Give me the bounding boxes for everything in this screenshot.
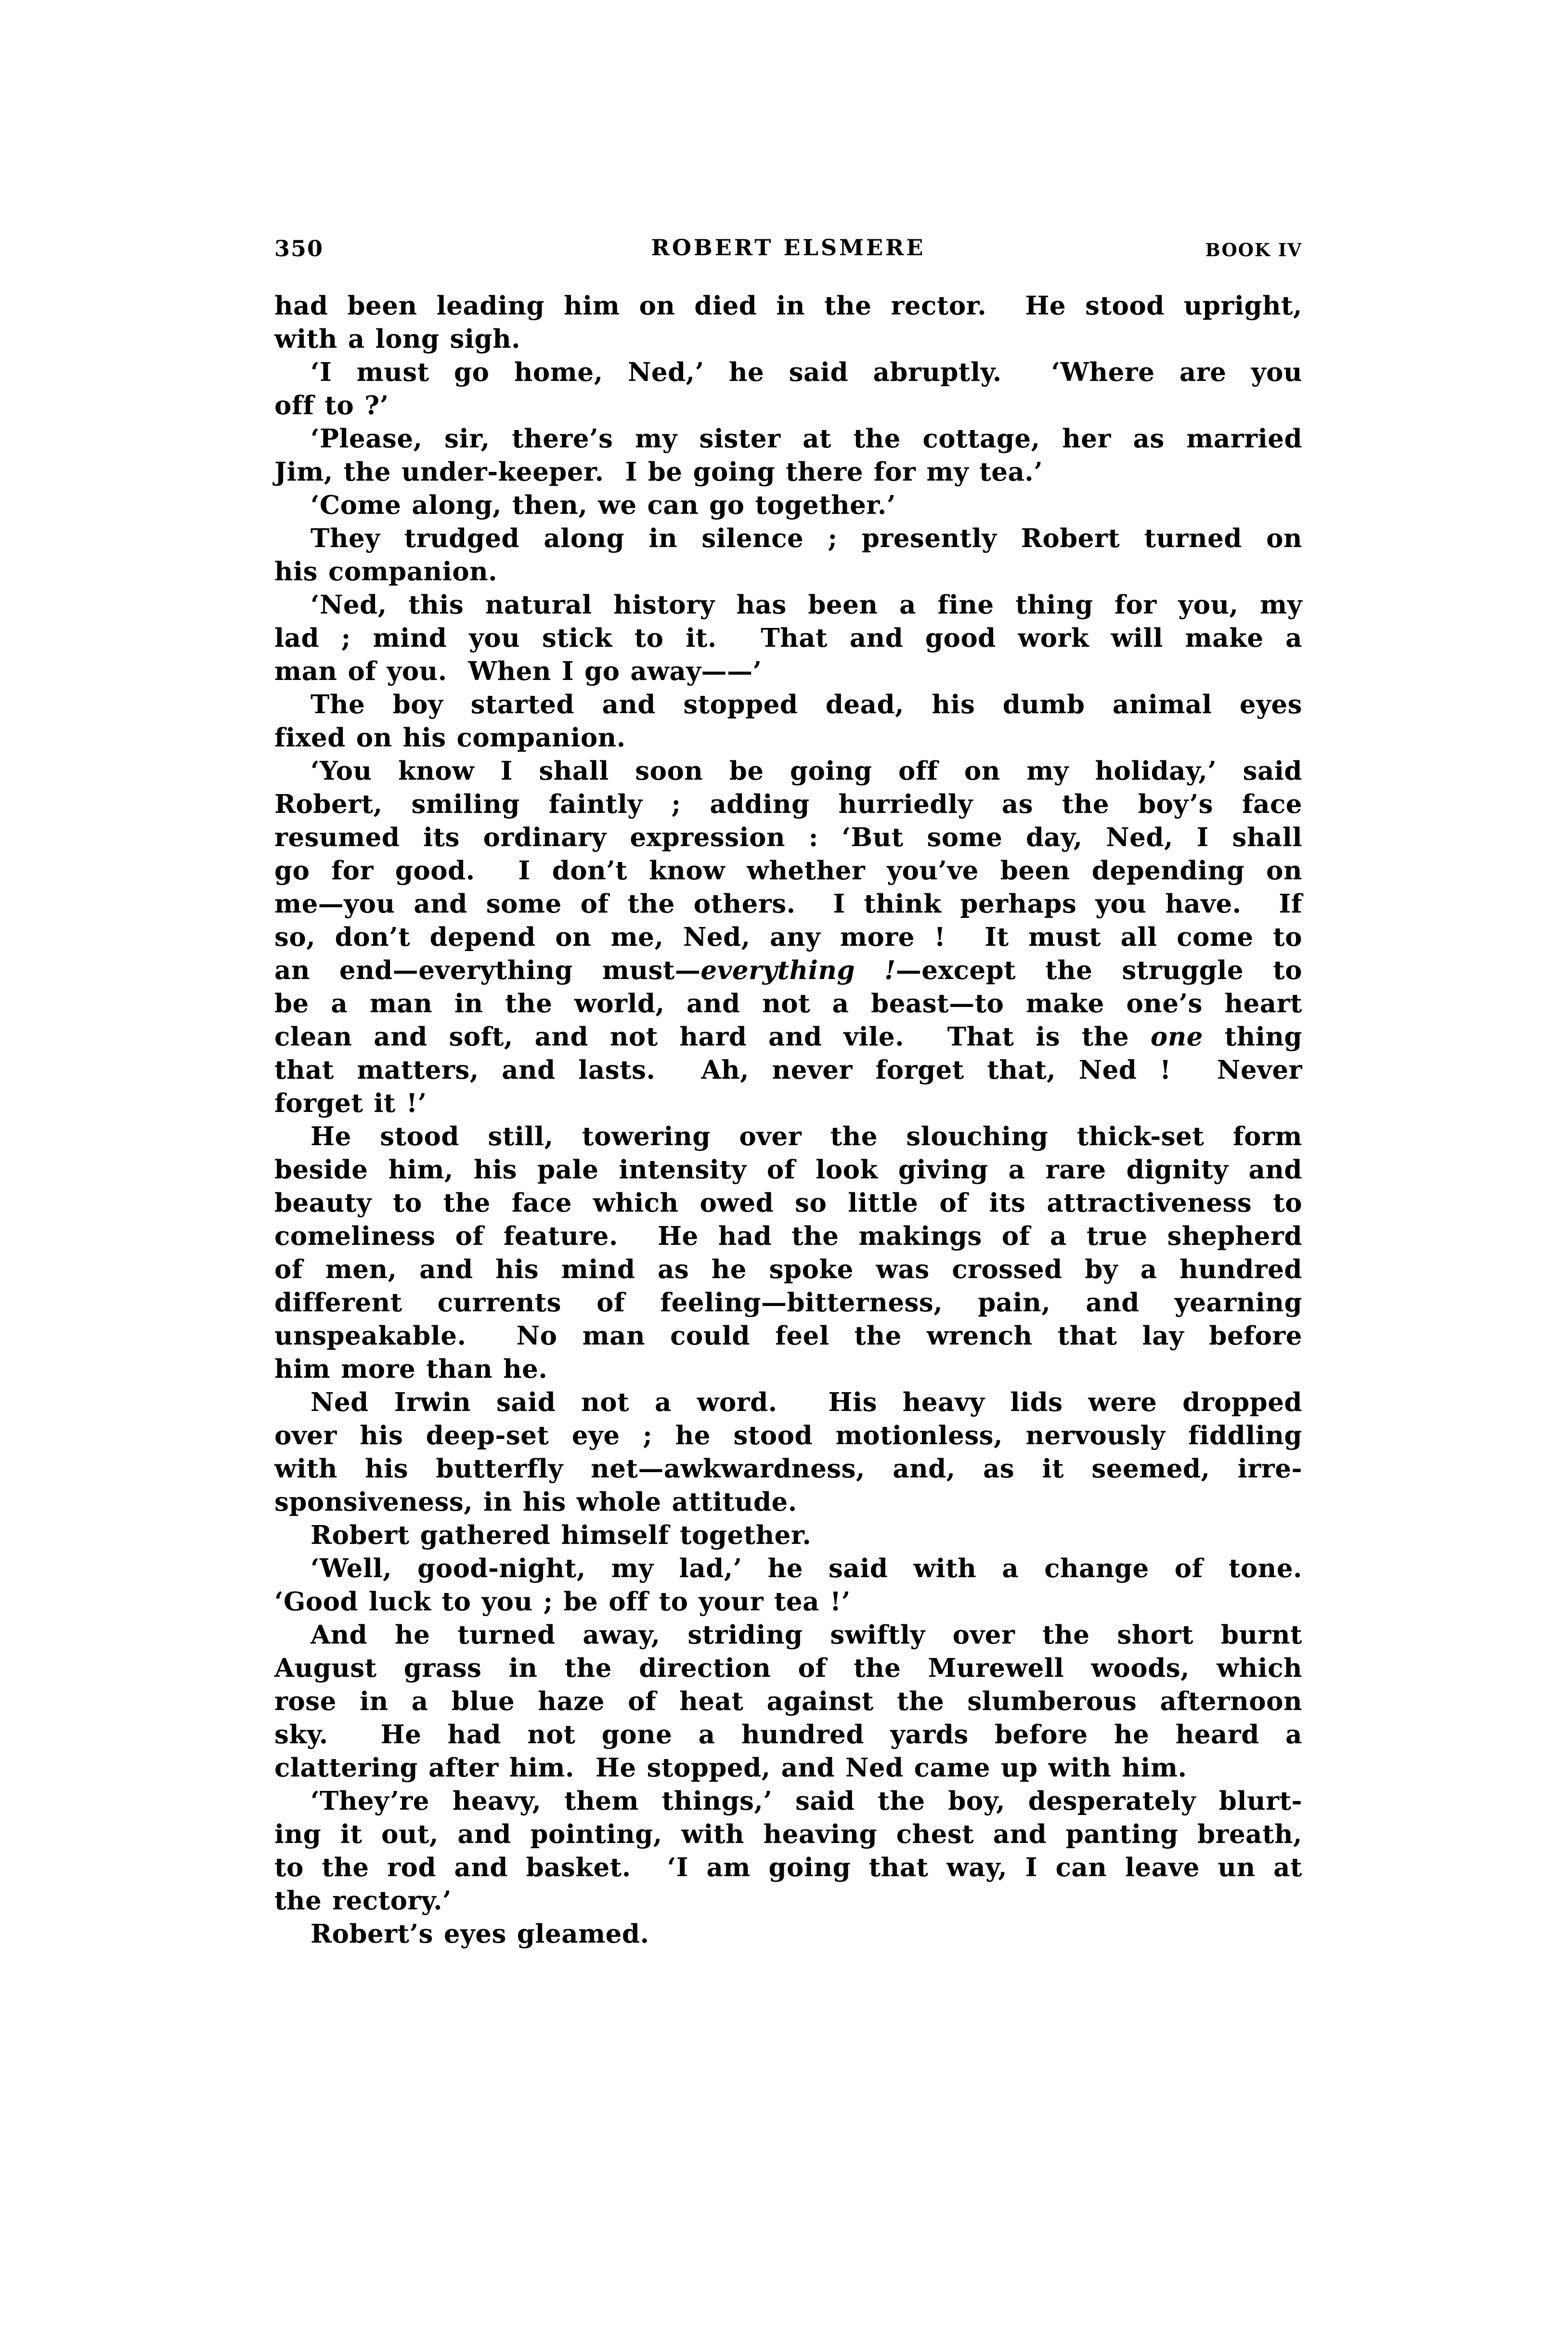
text-line	[274, 622, 1302, 655]
line-text-segment: ‘They’re heavy, them things,’ said the boy, desperately blurt-	[311, 1786, 1302, 1816]
text-line	[274, 755, 1302, 788]
text-line	[274, 1319, 1302, 1353]
line-text-segment: over his deep-set eye ; he stood motionless, nervously fiddling	[274, 1421, 1302, 1450]
line-text-segment: comeliness of feature. He had the makings of a true shepherd	[274, 1221, 1302, 1251]
text-line	[274, 987, 1302, 1020]
text-line	[274, 1585, 1302, 1619]
line-text-segment: ‘I must go home, Ned,’ he said abruptly. ‘Where are you	[311, 357, 1302, 387]
text-line	[274, 1486, 1302, 1519]
line-text-segment: beside him, his pale intensity of look giving a rare dignity and	[274, 1155, 1302, 1185]
text-line	[274, 1519, 1302, 1552]
text-line	[274, 1087, 1302, 1120]
line-text-segment: resumed its ordinary expression : ‘But some day, Ned, I shall	[274, 822, 1302, 852]
text-line	[274, 489, 1302, 522]
line-text-segment: be a man in the world, and not a beast—to make one’s heart	[274, 989, 1302, 1018]
text-line	[274, 1020, 1302, 1054]
line-text-segment: go for good. I don’t know whether you’ve been depending on	[274, 856, 1302, 886]
line-text-segment: forget it !’	[274, 1088, 427, 1118]
line-text-segment: Jim, the under-keeper. I be going there for my tea.’	[274, 457, 1043, 487]
line-text-segment: had been leading him on died in the rector. He stood upright,	[274, 291, 1302, 321]
line-text-segment: lad ; mind you stick to it. That and good work will make a	[274, 623, 1302, 653]
line-text-segment: his companion.	[274, 557, 498, 587]
text-line	[274, 1818, 1302, 1851]
line-text-segment: clean and soft, and not hard and vile. That is the	[274, 1022, 1151, 1052]
text-line	[274, 1220, 1302, 1253]
text-line	[274, 888, 1302, 921]
text-line	[274, 688, 1302, 721]
line-text-segment: off to ?’	[274, 391, 389, 420]
line-text-segment: that matters, and lasts. Ah, never forget that, Ned ! Never	[274, 1055, 1302, 1085]
line-text-segment: Robert’s eyes gleamed.	[311, 1919, 649, 1949]
line-text-segment: me—you and some of the others. I think perhaps you have. If	[274, 889, 1302, 919]
line-text-segment: ‘Come along, then, we can go together.’	[311, 490, 896, 520]
line-text-segment: Ned Irwin said not a word. His heavy lids were dropped	[311, 1387, 1302, 1417]
text-line	[274, 456, 1302, 489]
line-text-segment: with his butterfly net—awkwardness, and, as it seemed, irre-	[274, 1454, 1302, 1484]
line-text-segment: The boy started and stopped dead, his dumb animal eyes	[311, 690, 1302, 719]
line-text-segment: Robert, smiling faintly ; adding hurriedly as the boy’s face	[274, 789, 1302, 819]
text-line	[274, 522, 1302, 555]
text-line	[274, 1619, 1302, 1652]
line-text-segment: They trudged along in silence ; presently Robert turned on	[311, 523, 1302, 553]
text-line	[274, 954, 1302, 987]
line-text-segment: the rectory.’	[274, 1886, 452, 1916]
text-line	[274, 289, 1302, 323]
line-text-segment: ‘Well, good-night, my lad,’ he said with a change of tone.	[311, 1554, 1302, 1583]
line-text-segment: rose in a blue haze of heat against the slumberous afternoon	[274, 1686, 1302, 1716]
line-text-segment: ‘Ned, this natural history has been a fine thing for you, my	[311, 590, 1302, 620]
line-text-segment: Robert gathered himself together.	[311, 1520, 812, 1550]
line-text-segment: ing it out, and pointing, with heaving chest and panting breath,	[274, 1819, 1302, 1849]
text-line	[274, 1452, 1302, 1486]
page-number: 350	[274, 235, 324, 261]
line-text-segment: man of you. When I go away——’	[274, 656, 762, 686]
text-line	[274, 854, 1302, 888]
text-line	[274, 788, 1302, 821]
line-text-segment: with a long sigh.	[274, 324, 521, 354]
line-text-segment: fixed on his companion.	[274, 723, 626, 753]
text-line	[274, 655, 1302, 688]
emphasis-text: everything !	[700, 955, 896, 985]
text-line	[274, 1120, 1302, 1153]
text-line	[274, 356, 1302, 389]
text-line	[274, 1718, 1302, 1751]
text-line	[274, 1153, 1302, 1187]
emphasis-text: one	[1150, 1022, 1203, 1052]
line-text-segment: August grass in the direction of the Murewell woods, which	[274, 1653, 1302, 1683]
page-text	[274, 289, 1302, 1951]
text-line	[274, 1187, 1302, 1220]
text-line	[274, 1918, 1302, 1951]
text-line	[274, 1652, 1302, 1685]
line-text-segment: an end—everything must—	[274, 955, 701, 985]
line-text-segment: of men, and his mind as he spoke was crossed by a hundred	[274, 1254, 1302, 1284]
line-text-segment: beauty to the face which owed so little of its attractiveness to	[274, 1188, 1302, 1218]
text-line	[274, 1419, 1302, 1452]
text-line	[274, 921, 1302, 954]
line-text-segment: so, don’t depend on me, Ned, any more ! It must all come to	[274, 922, 1302, 952]
text-line	[274, 1751, 1302, 1785]
text-line	[274, 1785, 1302, 1818]
text-line	[274, 1685, 1302, 1718]
text-line	[274, 1851, 1302, 1884]
text-line	[274, 721, 1302, 755]
line-text-segment: clattering after him. He stopped, and Ned came up with him.	[274, 1753, 1187, 1783]
text-line	[274, 422, 1302, 456]
line-text-segment: And he turned away, striding swiftly over the short burnt	[311, 1620, 1302, 1650]
text-line	[274, 588, 1302, 622]
line-text-segment: ‘You know I shall soon be going off on my holiday,’ said	[311, 756, 1302, 786]
line-text-segment: ‘Good luck to you ; be off to your tea !’	[274, 1587, 851, 1617]
text-line	[274, 1286, 1302, 1319]
line-text-segment: him more than he.	[274, 1354, 548, 1384]
text-line	[274, 1353, 1302, 1386]
line-text-segment: ‘Please, sir, there’s my sister at the cottage, her as married	[311, 424, 1302, 454]
line-text-segment: sky. He had not gone a hundred yards before he heard a	[274, 1720, 1302, 1749]
text-line	[274, 1386, 1302, 1419]
line-text-segment: sponsiveness, in his whole attitude.	[274, 1487, 797, 1517]
line-text-segment: He stood still, towering over the slouching thick-set form	[311, 1122, 1302, 1151]
running-header	[274, 235, 1302, 268]
line-text-segment: to the rod and basket. ‘I am going that way, I can leave un at	[274, 1853, 1302, 1882]
line-text-segment: unspeakable. No man could feel the wrench that lay before	[274, 1321, 1302, 1351]
line-text-segment: thing	[1203, 1022, 1302, 1052]
text-line	[274, 1253, 1302, 1286]
book-section-label: BOOK IV	[1205, 239, 1302, 261]
text-line	[274, 323, 1302, 356]
text-line	[274, 1884, 1302, 1918]
line-text-segment: different currents of feeling—bitterness, pain, and yearning	[274, 1288, 1302, 1318]
text-line	[274, 555, 1302, 588]
text-line	[274, 821, 1302, 854]
text-line	[274, 1552, 1302, 1585]
line-text-segment: —except the struggle to	[895, 955, 1302, 985]
text-line	[274, 389, 1302, 422]
text-line	[274, 1054, 1302, 1087]
running-title: ROBERT ELSMERE	[651, 235, 926, 261]
